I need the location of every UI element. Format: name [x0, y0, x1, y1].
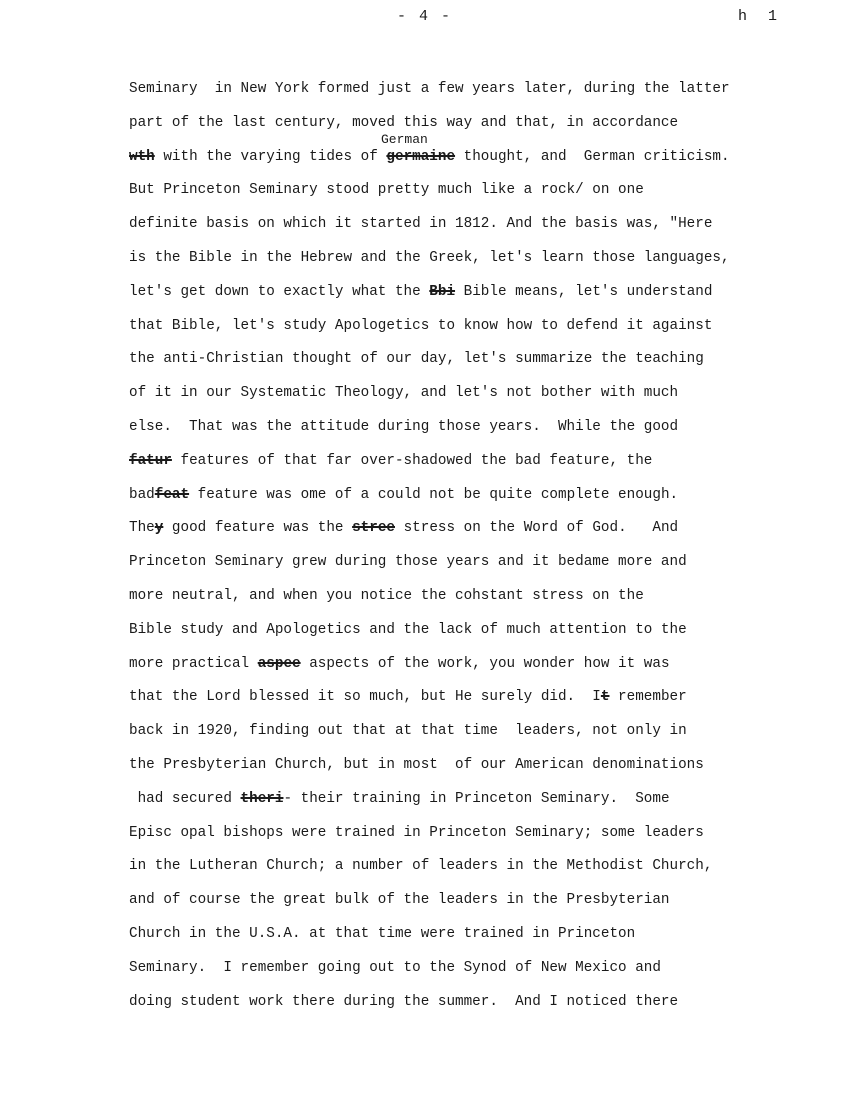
line-text: features of that far over-shadowed the bad feature, the — [171, 452, 653, 469]
text-line — [129, 823, 729, 857]
line-text: part of the last century, moved this way and that, in accordance — [129, 114, 679, 131]
text-line — [129, 789, 729, 823]
line-text: with the varying tides of — [154, 148, 387, 165]
struck-text: feat — [154, 486, 190, 503]
text-line — [129, 131, 730, 181]
text-line — [129, 856, 729, 890]
struck-text: aspee — [257, 655, 301, 672]
text-line — [129, 518, 729, 552]
text-line — [129, 248, 729, 282]
line-text: more practical — [129, 655, 258, 672]
text-line — [129, 383, 729, 417]
line-text: that the Lord blessed it so much, but He surely did. I — [129, 689, 601, 706]
text-line — [129, 620, 729, 654]
struck-text: t — [600, 689, 610, 706]
text-line — [129, 485, 729, 519]
line-text: doing student work there during the summer. And I noticed there — [129, 993, 679, 1010]
body-text — [129, 79, 729, 1025]
line-text: else. That was the attitude during those years. While the good — [129, 418, 679, 435]
line-text: Bible means, let's understand — [455, 283, 713, 300]
line-text: remember — [609, 689, 687, 706]
line-text: feature was ome of a could not be quite complete enough. — [189, 486, 679, 503]
line-text: Bible study and Apologetics and the lack of much attention to the — [129, 621, 687, 638]
line-text: bad — [129, 486, 155, 503]
text-line — [129, 654, 729, 688]
struck-text: wth — [129, 148, 155, 165]
line-text: Church in the U.S.A. at that time were trained in Princeton — [129, 925, 636, 942]
text-line — [129, 586, 729, 620]
line-text: more neutral, and when you notice the cohstant stress on the — [129, 587, 644, 604]
struck-text: fatur — [129, 452, 172, 469]
text-line — [129, 890, 729, 924]
line-text: that Bible, let's study Apologetics to know how to defend it against — [129, 317, 713, 334]
text-line — [129, 552, 729, 586]
line-text: good feature was the — [163, 520, 353, 537]
line-text: Princeton Seminary grew during those years and it bedame more and — [129, 554, 687, 571]
line-text: - their training in Princeton Seminary. Some — [283, 790, 670, 807]
text-line — [129, 214, 729, 248]
line-text: is the Bible in the Hebrew and the Greek, let's learn those languages, — [129, 249, 730, 266]
corner-mark: h 1 — [737, 8, 783, 25]
handwritten-insertion: German — [381, 131, 428, 147]
text-line — [129, 451, 729, 485]
struck-text: stree — [352, 520, 395, 537]
line-text: in the Lutheran Church; a number of leaders in the Methodist Church, — [129, 858, 713, 875]
text-line — [129, 721, 729, 755]
line-text: aspects of the work, you wonder how it was — [300, 655, 670, 672]
line-text: The — [129, 520, 155, 537]
line-text: back in 1920, finding out that at that time leaders, not only in — [129, 723, 687, 740]
text-line — [129, 180, 729, 214]
text-line — [129, 958, 729, 992]
text-line — [129, 687, 729, 721]
struck-text: theri — [240, 790, 284, 807]
line-text: let's get down to exactly what the — [129, 283, 430, 300]
line-text: But Princeton Seminary stood pretty much like a rock/ on one — [129, 182, 644, 199]
line-text: Seminary. I remember going out to the Synod of New Mexico and — [129, 959, 661, 976]
line-text: the Presbyterian Church, but in most of our American denominations — [129, 756, 704, 773]
struck-text: germaine — [386, 148, 456, 165]
text-line — [129, 79, 729, 113]
line-text: Episc opal bishops were trained in Princeton Seminary; some leaders — [129, 824, 704, 841]
line-text: Seminary in New York formed just a few years later, during the latter — [129, 81, 730, 97]
line-text: and of course the great bulk of the leaders in the Presbyterian — [129, 892, 670, 909]
text-line — [129, 992, 729, 1026]
line-text: definite basis on which it started in 1812. And the basis was, "Here — [129, 216, 713, 233]
text-line — [129, 924, 729, 958]
line-text: thought, and German criticism. — [455, 148, 730, 165]
text-line — [129, 755, 729, 789]
line-text: the anti-Christian thought of our day, let's summarize the teaching — [129, 351, 704, 368]
page-number: - 4 - — [396, 8, 452, 25]
text-line — [129, 417, 729, 451]
struck-text: Bbi — [429, 283, 456, 300]
line-text: of it in our Systematic Theology, and let's not bother with much — [129, 385, 679, 402]
struck-text: y — [154, 520, 164, 537]
text-line — [129, 113, 729, 147]
line-text: stress on the Word of God. And — [395, 520, 679, 537]
text-line — [129, 282, 729, 316]
text-line — [129, 349, 729, 383]
line-text: had secured — [129, 790, 241, 807]
text-line — [129, 316, 729, 350]
